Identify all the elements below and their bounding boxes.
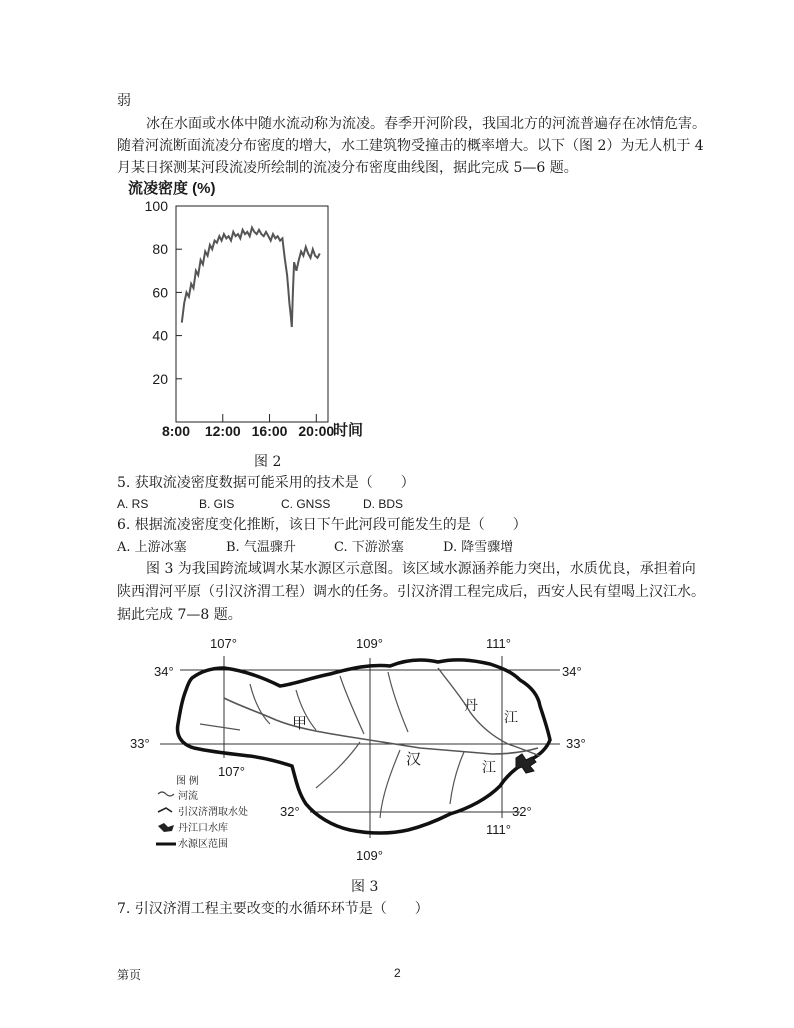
chart-frame xyxy=(176,206,328,422)
lat-32-right-label: 32° xyxy=(512,804,532,819)
y-tick-label: 40 xyxy=(152,327,168,344)
lon-109-top-label: 109° xyxy=(356,636,383,651)
fig3-caption: 图 3 xyxy=(351,879,379,895)
y-tick-label: 80 xyxy=(152,241,168,258)
tributary-5 xyxy=(316,742,360,788)
place-jiang-label-1: 江 xyxy=(504,709,518,725)
x-tick-label: 20:00 xyxy=(298,423,335,439)
fig2-caption: 图 2 xyxy=(254,454,282,470)
tributary-8 xyxy=(200,724,240,730)
density-curve xyxy=(182,228,320,327)
lon-107-mid-label: 107° xyxy=(218,764,245,779)
x-axis xyxy=(162,414,334,439)
han-river xyxy=(224,698,538,754)
y-tick-label: 20 xyxy=(152,370,168,387)
q5-stem: 5. 获取流凌密度数据可能采用的技术是（ ） xyxy=(117,475,415,491)
x-tick-label: 12:00 xyxy=(204,423,241,439)
legend-boundary-label: 水源区范围 xyxy=(178,839,228,850)
legend-river-label: 河流 xyxy=(178,791,198,802)
tributary-1 xyxy=(250,684,270,724)
lon-107-top-label: 107° xyxy=(210,636,237,651)
x-axis-label: 时间 xyxy=(333,422,364,439)
footer-page-label: 第页 xyxy=(117,968,142,982)
footer-page-number: 2 xyxy=(394,966,401,980)
intro-line-1: 冰在水面或水体中随水流动称为流凌。春季开河阶段，我国北方的河流普遍存在冰情危害。 xyxy=(146,116,706,132)
x-tick-label: 8:00 xyxy=(161,423,191,439)
tributary-6 xyxy=(380,750,400,818)
para3-line-1: 图 3 为我国跨流域调水某水源区示意图。该区域水源涵养能力突出，水质优良，承担着向 xyxy=(146,561,696,577)
q5-option-c: C. GNSS xyxy=(281,497,331,511)
q5-option-b: B. GIS xyxy=(199,497,235,511)
lon-111-top-label: 111° xyxy=(486,636,511,651)
legend-intake-symbol xyxy=(158,808,172,812)
para3-line-3: 据此完成 7—8 题。 xyxy=(117,607,242,623)
q6-option-c: C. 下游淤塞 xyxy=(334,540,404,555)
top-fragment: 弱 xyxy=(117,93,131,109)
q6-option-d: D. 降雪骤增 xyxy=(443,540,514,555)
lon-111-bottom-label: 111° xyxy=(486,822,511,837)
place-han-label: 汉 xyxy=(406,751,422,768)
q7-stem: 7. 引汉济渭工程主要改变的水循环环节是（ ） xyxy=(117,901,429,917)
fig2-line-chart xyxy=(110,176,410,446)
y-tick-label: 100 xyxy=(144,198,168,214)
q6-option-b: B. 气温骤升 xyxy=(226,540,296,555)
q5-option-d: D. BDS xyxy=(363,497,404,511)
lat-34-right-label: 34° xyxy=(562,664,582,679)
chart-title: 流凌密度 (%) xyxy=(128,180,216,197)
q6-option-a: A. 上游冰塞 xyxy=(117,540,187,555)
tributary-7 xyxy=(450,752,464,804)
place-jia-label: 甲 xyxy=(292,715,308,732)
legend-intake-label: 引汉济渭取水处 xyxy=(178,807,248,818)
legend-title: 图 例 xyxy=(176,776,199,787)
lat-34-left-label: 34° xyxy=(154,664,174,679)
intro-line-3: 月某日探测某河段流凌所绘制的流凌分布密度曲线图，据此完成 5—6 题。 xyxy=(117,160,578,176)
legend-reservoir-label: 丹江口水库 xyxy=(178,823,228,834)
fig3-watershed-map xyxy=(120,628,610,873)
para3-line-2: 陕西渭河平原（引汉济渭工程）调水的任务。引汉济渭工程完成后，西安人民有望喝上汉江水。 xyxy=(117,584,705,600)
legend-reservoir-symbol xyxy=(158,823,174,832)
lon-109-bottom-label: 109° xyxy=(356,848,383,863)
q5-option-a: A. RS xyxy=(117,497,149,511)
q6-stem: 6. 根据流凌密度变化推断，该日下午此河段可能发生的是（ ） xyxy=(117,517,527,533)
tributary-4 xyxy=(388,672,408,732)
x-tick-label: 16:00 xyxy=(251,423,288,439)
y-tick-label: 60 xyxy=(152,284,168,301)
legend-river-symbol xyxy=(158,792,174,796)
tributary-3 xyxy=(340,676,364,734)
lat-33-right-label: 33° xyxy=(566,736,586,751)
lat-32-left-label: 32° xyxy=(280,804,300,819)
place-jiang-label-2: 江 xyxy=(482,759,496,775)
intro-line-2: 随着河流断面流凌分布密度的增大，水工建筑物受撞击的概率增大。以下（图 2）为无人机于 4 xyxy=(117,138,704,154)
place-dan-label: 丹 xyxy=(464,697,478,713)
lat-33-left-label: 33° xyxy=(130,736,150,751)
